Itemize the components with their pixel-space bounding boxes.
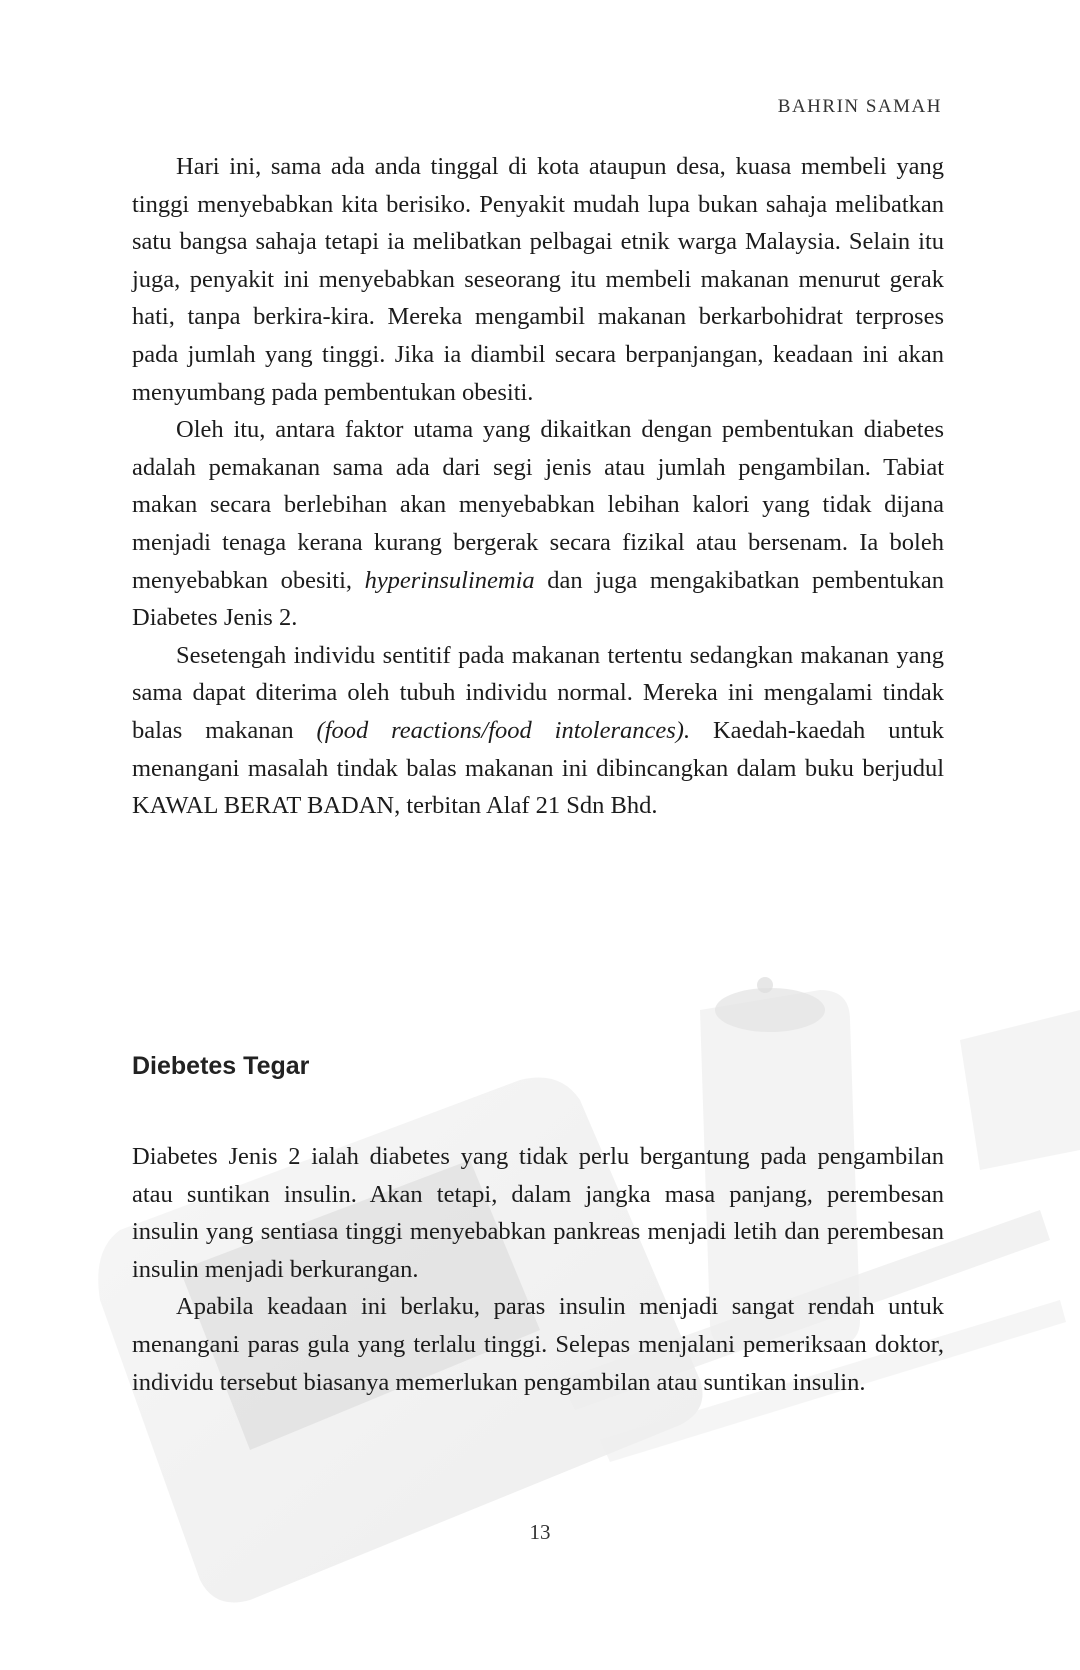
italic-term: hyperinsulinemia xyxy=(364,566,535,594)
section-body-text xyxy=(132,1138,944,1401)
paragraph xyxy=(132,637,944,825)
paragraph xyxy=(132,411,944,637)
paragraph-text: dan juga mengakibatkan pembentukan Diabetes Jenis 2. xyxy=(132,566,944,632)
running-head: BAHRIN SAMAH xyxy=(777,96,942,117)
paragraph-text: Kaedah-kaedah untuk menangani masalah tindak balas makanan ini dibincangkan dalam buku berjudul KAWAL BERAT BADAN, terbitan Alaf 21 Sdn Bhd. xyxy=(132,716,945,820)
paragraph: Diabetes Jenis 2 ialah diabetes yang tidak perlu bergantung pada pengambilan atau suntikan insulin. Akan tetapi, dalam jangka masa panjang, perembesan insulin yang sentiasa tinggi menyebabkan pankreas menjadi letih dan perembesan insulin menjadi berkurangan. xyxy=(132,1143,944,1283)
page-number: 13 xyxy=(529,1520,551,1544)
section-heading: Diebetes Tegar xyxy=(132,1052,310,1080)
paragraph-text: Oleh itu, antara faktor utama yang dikaitkan dengan pembentukan diabetes adalah pemakanan sama ada dari segi jenis atau jumlah pengambilan. Tabiat makan secara berlebihan akan menyebabkan lebihan kalori yang tidak dijana menjadi tenaga kerana kurang bergerak secara fizikal atau bersenam. Ia boleh menyebabkan obesiti, xyxy=(132,416,944,594)
paragraph: Apabila keadaan ini berlaku, paras insulin menjadi sangat rendah untuk menangani paras gula yang terlalu tinggi. Selepas menjalani pemeriksaan doktor, individu tersebut biasanya memerlukan pengambilan atau suntikan insulin. xyxy=(132,1293,944,1396)
italic-term: (food reactions/food intolerances). xyxy=(316,716,691,744)
body-text xyxy=(132,148,944,825)
paragraph: Hari ini, sama ada anda tinggal di kota ataupun desa, kuasa membeli yang tinggi menyebabkan kita berisiko. Penyakit mudah lupa bukan sahaja melibatkan satu bangsa sahaja tetapi ia melibatkan pelbagai etnik warga Malaysia. Selain itu juga, penyakit ini menyebabkan seseorang itu membeli makanan menurut gerak hati, tanpa berkira-kira. Mereka mengambil makanan berkarbohidrat terproses pada jumlah yang tinggi. Jika ia diambil secara berpanjangan, keadaan ini akan menyumbang pada pembentukan obesiti. xyxy=(132,153,944,406)
paragraph-text: Sesetengah individu sentitif pada makanan tertentu sedangkan makanan yang sama dapat diterima oleh tubuh individu normal. Mereka ini mengalami tindak balas makanan xyxy=(132,641,944,744)
